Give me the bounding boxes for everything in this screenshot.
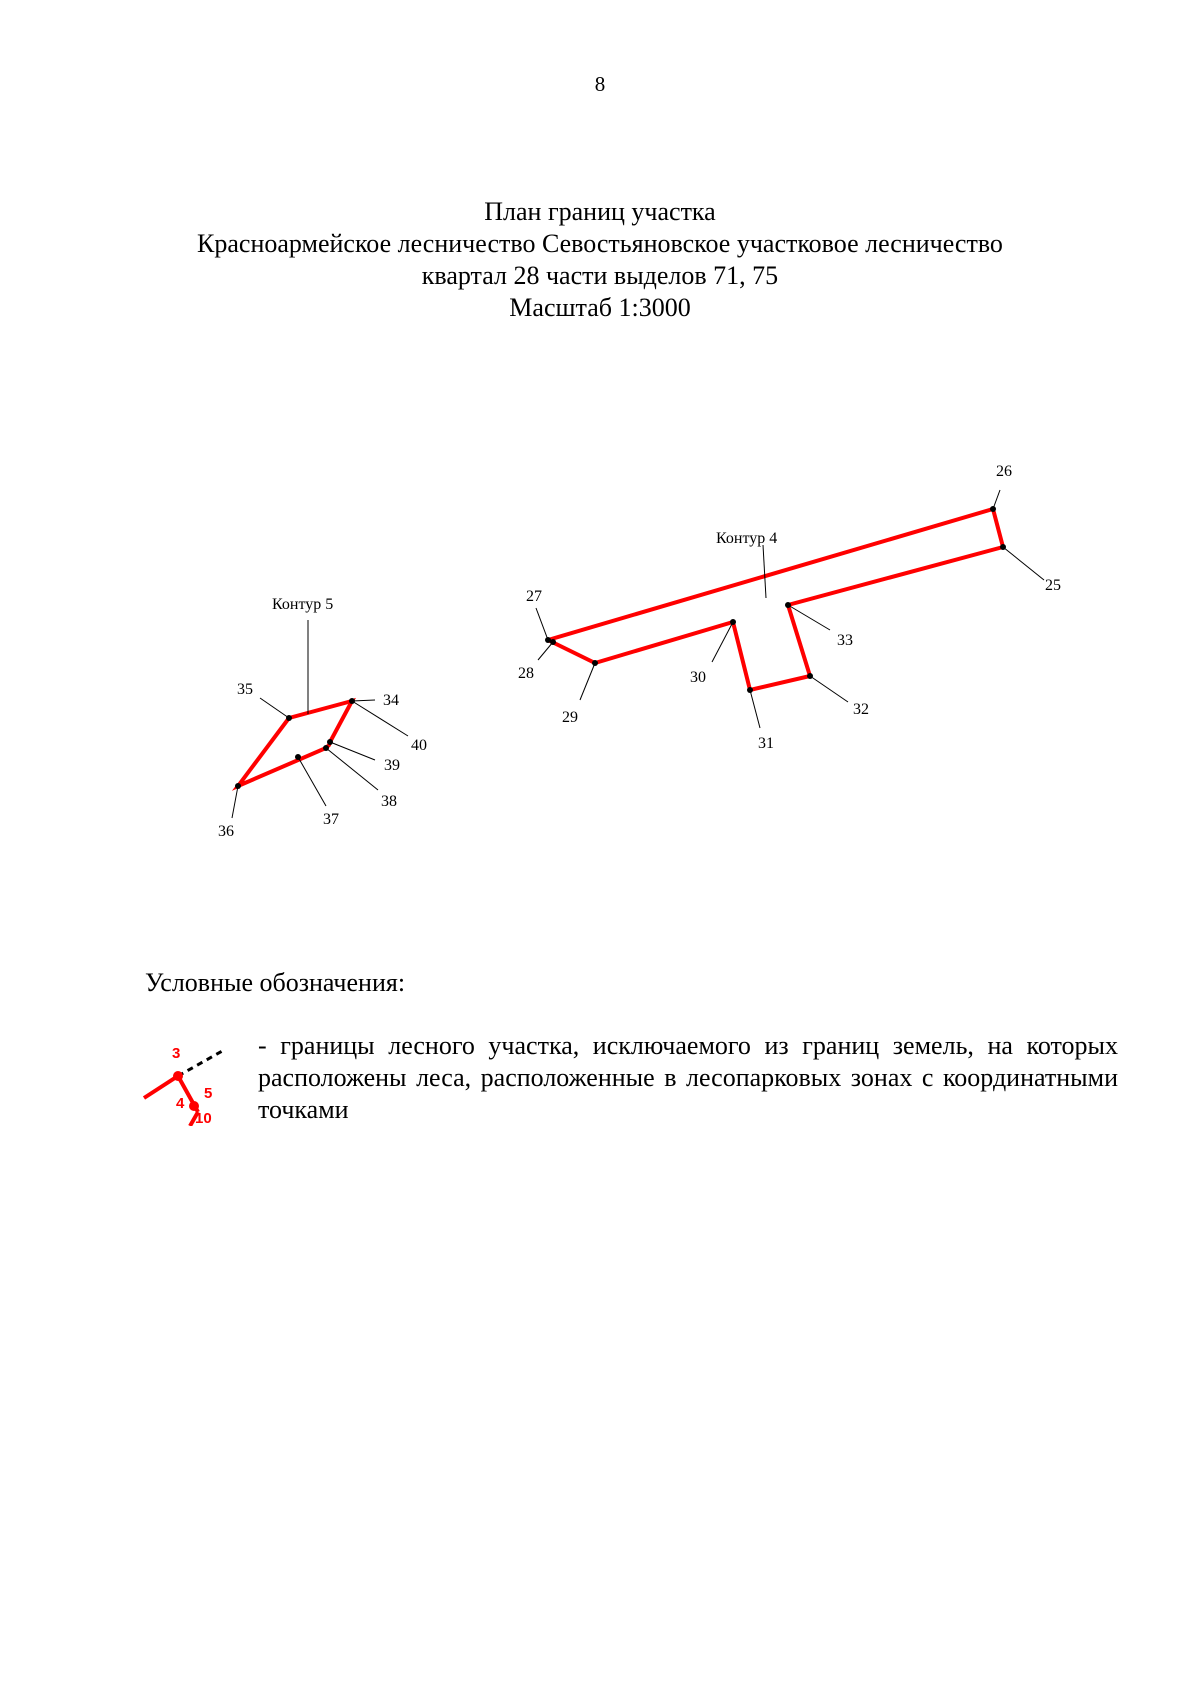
point-label-39: 39 — [384, 757, 400, 774]
point-label-35: 35 — [237, 681, 253, 698]
point-label-29: 29 — [562, 709, 578, 726]
point-label-27: 27 — [526, 588, 542, 605]
title-line-2: Красноармейское лесничество Севостьяновское участковое лесничество — [197, 229, 1003, 258]
legend-heading: Условные обозначения: — [145, 968, 406, 997]
point-label-36: 36 — [218, 823, 234, 840]
point-label-37: 37 — [323, 811, 339, 828]
legend-symbol-label-4: 4 — [176, 1095, 185, 1112]
page-number: 8 — [594, 72, 606, 96]
legend-symbol-label-5: 5 — [204, 1085, 213, 1102]
boundary-points — [235, 506, 1006, 789]
point-label-40: 40 — [411, 737, 427, 754]
point-label-26: 26 — [996, 463, 1012, 480]
point-label-31: 31 — [758, 735, 774, 752]
point-label-32: 32 — [853, 701, 869, 718]
legend-symbol-label-10: 10 — [195, 1110, 212, 1126]
title-line-1: План границ участка — [484, 197, 716, 226]
point-label-30: 30 — [690, 669, 706, 686]
point-label-25: 25 — [1045, 577, 1061, 594]
point-label-33: 33 — [837, 632, 853, 649]
title-line-4: Масштаб 1:3000 — [509, 293, 691, 322]
legend-description: - границы лесного участка, исключаемого из границ земель, на которых расположены леса, расположенные в лесопарковых зонах с координатными точками — [258, 1031, 1118, 1124]
contour-4-label: Контур 4 — [716, 530, 778, 547]
point-label-28: 28 — [518, 665, 534, 682]
contour-5-label: Контур 5 — [272, 596, 334, 613]
title-line-3: квартал 28 части выделов 71, 75 — [421, 261, 779, 290]
boundary-legend-icon — [140, 1036, 240, 1126]
point-label-38: 38 — [381, 793, 397, 810]
contour-5-leaders — [232, 620, 408, 818]
point-label-34: 34 — [383, 692, 399, 709]
legend-symbol-label-3: 3 — [172, 1045, 181, 1062]
